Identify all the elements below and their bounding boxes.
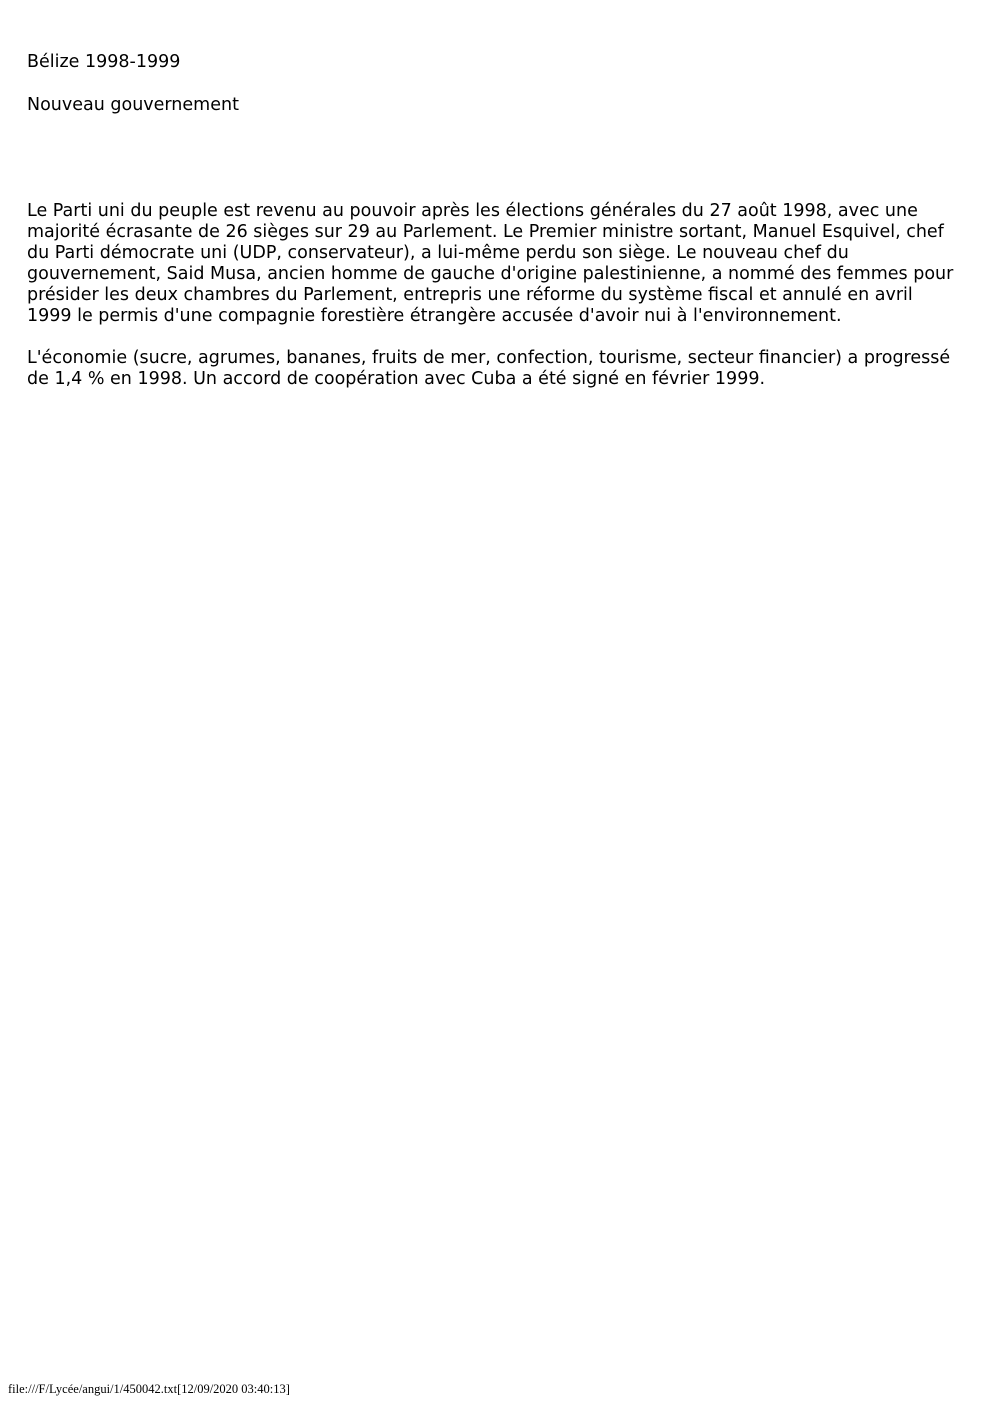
paragraph-line: de 1,4 % en 1998. Un accord de coopération avec Cuba a été signé en février 1999. bbox=[27, 369, 766, 389]
paragraph-line: gouvernement, Said Musa, ancien homme de gauche d'origine palestinienne, a nommé des femmes pour bbox=[27, 264, 954, 284]
paragraph-politics bbox=[27, 201, 967, 327]
paragraph-line: présider les deux chambres du Parlement, entrepris une réforme du système fiscal et annulé en avril bbox=[27, 285, 913, 305]
paragraph-line: Le Parti uni du peuple est revenu au pouvoir après les élections générales du 27 août 1998, avec une bbox=[27, 201, 918, 221]
paragraph-line: majorité écrasante de 26 sièges sur 29 au Parlement. Le Premier ministre sortant, Manuel Esquivel, chef bbox=[27, 222, 944, 242]
paragraph-economy bbox=[27, 348, 967, 390]
document-body bbox=[27, 52, 967, 390]
paragraph-line: L'économie (sucre, agrumes, bananes, fruits de mer, confection, tourisme, secteur financier) a progressé bbox=[27, 348, 951, 368]
file-path-footer: file:///F/Lycée/angui/1/450042.txt[12/09/2020 03:40:13] bbox=[8, 1382, 290, 1396]
paragraph-line: du Parti démocrate uni (UDP, conservateur), a lui-même perdu son siège. Le nouveau chef du bbox=[27, 243, 849, 263]
paragraph-line: 1999 le permis d'une compagnie forestière étrangère accusée d'avoir nui à l'environnement. bbox=[27, 306, 842, 326]
document-subtitle: Nouveau gouvernement bbox=[27, 95, 239, 115]
document-title: Bélize 1998-1999 bbox=[27, 52, 181, 72]
